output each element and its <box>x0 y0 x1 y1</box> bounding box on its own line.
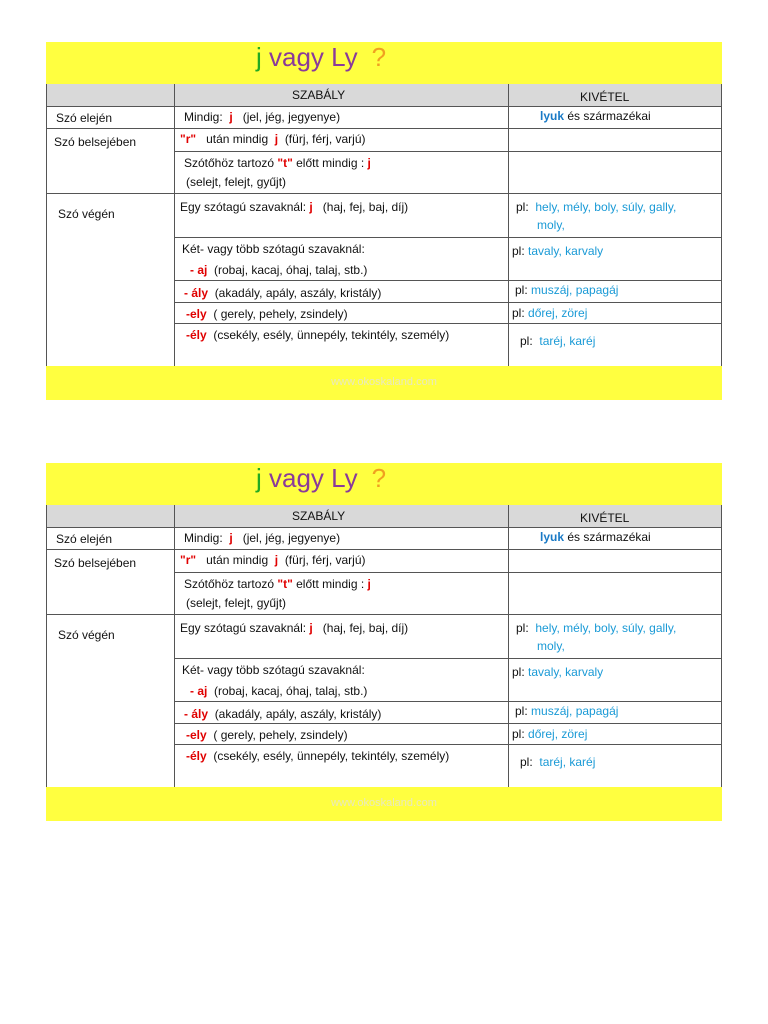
exception-end-one: pl: hely, mély, boly, súly, gally, <box>516 621 677 635</box>
label-word-middle: Szó belsejében <box>54 556 137 570</box>
rule-end-multi: Két- vagy több szótagú szavaknál: <box>182 663 365 677</box>
exception-aly: pl: muszáj, papagáj <box>515 704 619 718</box>
exception-ely: pl: dőrej, zörej <box>512 306 588 320</box>
rule-aly: - ály (akadály, apály, aszály, kristály) <box>184 286 382 300</box>
rule-ely2: -ély (csekély, esély, ünnepély, tekintély, személy) <box>186 749 450 763</box>
rule-aj: - aj (robaj, kacaj, óhaj, talaj, stb.) <box>190 263 368 277</box>
header-rule: SZABÁLY <box>292 509 346 523</box>
header-exception: KIVÉTEL <box>580 511 630 525</box>
exception-end-one-cont: moly, <box>537 218 565 232</box>
card-title: j vagy Ly ? <box>256 463 387 493</box>
header-rule: SZABÁLY <box>292 88 346 102</box>
rules-table <box>46 505 722 787</box>
rule-ely: -ely ( gerely, pehely, zsindely) <box>186 307 348 321</box>
rule-end-one: Egy szótagú szavaknál: j (haj, fej, baj, díj) <box>180 200 409 214</box>
label-word-middle: Szó belsejében <box>54 135 137 149</box>
title-banner <box>46 42 722 84</box>
label-word-start: Szó elején <box>56 111 113 125</box>
exception-ely2: pl: taréj, karéj <box>520 334 596 348</box>
rule-middle-t: Szótőhöz tartozó "t" előtt mindig : j <box>184 156 371 170</box>
rule-card-2 <box>46 463 722 821</box>
exception-aj: pl: tavaly, karvaly <box>512 244 604 258</box>
rule-aj: - aj (robaj, kacaj, óhaj, talaj, stb.) <box>190 684 368 698</box>
exception-aj: pl: tavaly, karvaly <box>512 665 604 679</box>
rule-middle-t-examples: (selejt, felejt, gyűjt) <box>186 596 287 610</box>
rules-table <box>46 84 722 366</box>
exception-end-one: pl: hely, mély, boly, súly, gally, <box>516 200 677 214</box>
footer-url: www.okoskaland.com <box>331 376 437 388</box>
rule-aly: - ály (akadály, apály, aszály, kristály) <box>184 707 382 721</box>
rule-middle-t: Szótőhöz tartozó "t" előtt mindig : j <box>184 577 371 591</box>
title-banner <box>46 463 722 505</box>
rule-middle-r: "r" után mindig j (fürj, férj, varjú) <box>180 553 366 567</box>
label-word-start: Szó elején <box>56 532 113 546</box>
footer-banner <box>46 787 722 821</box>
exception-start: lyuk és származékai <box>540 109 651 123</box>
rule-ely2: -ély (csekély, esély, ünnepély, tekintély, személy) <box>186 328 450 342</box>
exception-end-one-cont: moly, <box>537 639 565 653</box>
rule-end-multi: Két- vagy több szótagú szavaknál: <box>182 242 365 256</box>
rule-card-1 <box>46 42 722 400</box>
rule-end-one: Egy szótagú szavaknál: j (haj, fej, baj, díj) <box>180 621 409 635</box>
rule-ely: -ely ( gerely, pehely, zsindely) <box>186 728 348 742</box>
rule-middle-r: "r" után mindig j (fürj, férj, varjú) <box>180 132 366 146</box>
card-title: j vagy Ly ? <box>256 42 387 72</box>
label-word-end: Szó végén <box>58 207 115 221</box>
rule-start: Mindig: j (jel, jég, jegyenye) <box>184 110 341 124</box>
exception-start: lyuk és származékai <box>540 530 651 544</box>
header-exception: KIVÉTEL <box>580 90 630 104</box>
exception-ely2: pl: taréj, karéj <box>520 755 596 769</box>
label-word-end: Szó végén <box>58 628 115 642</box>
rule-start: Mindig: j (jel, jég, jegyenye) <box>184 531 341 545</box>
exception-ely: pl: dőrej, zörej <box>512 727 588 741</box>
exception-aly: pl: muszáj, papagáj <box>515 283 619 297</box>
footer-url: www.okoskaland.com <box>331 797 437 809</box>
rule-middle-t-examples: (selejt, felejt, gyűjt) <box>186 175 287 189</box>
footer-banner <box>46 366 722 400</box>
